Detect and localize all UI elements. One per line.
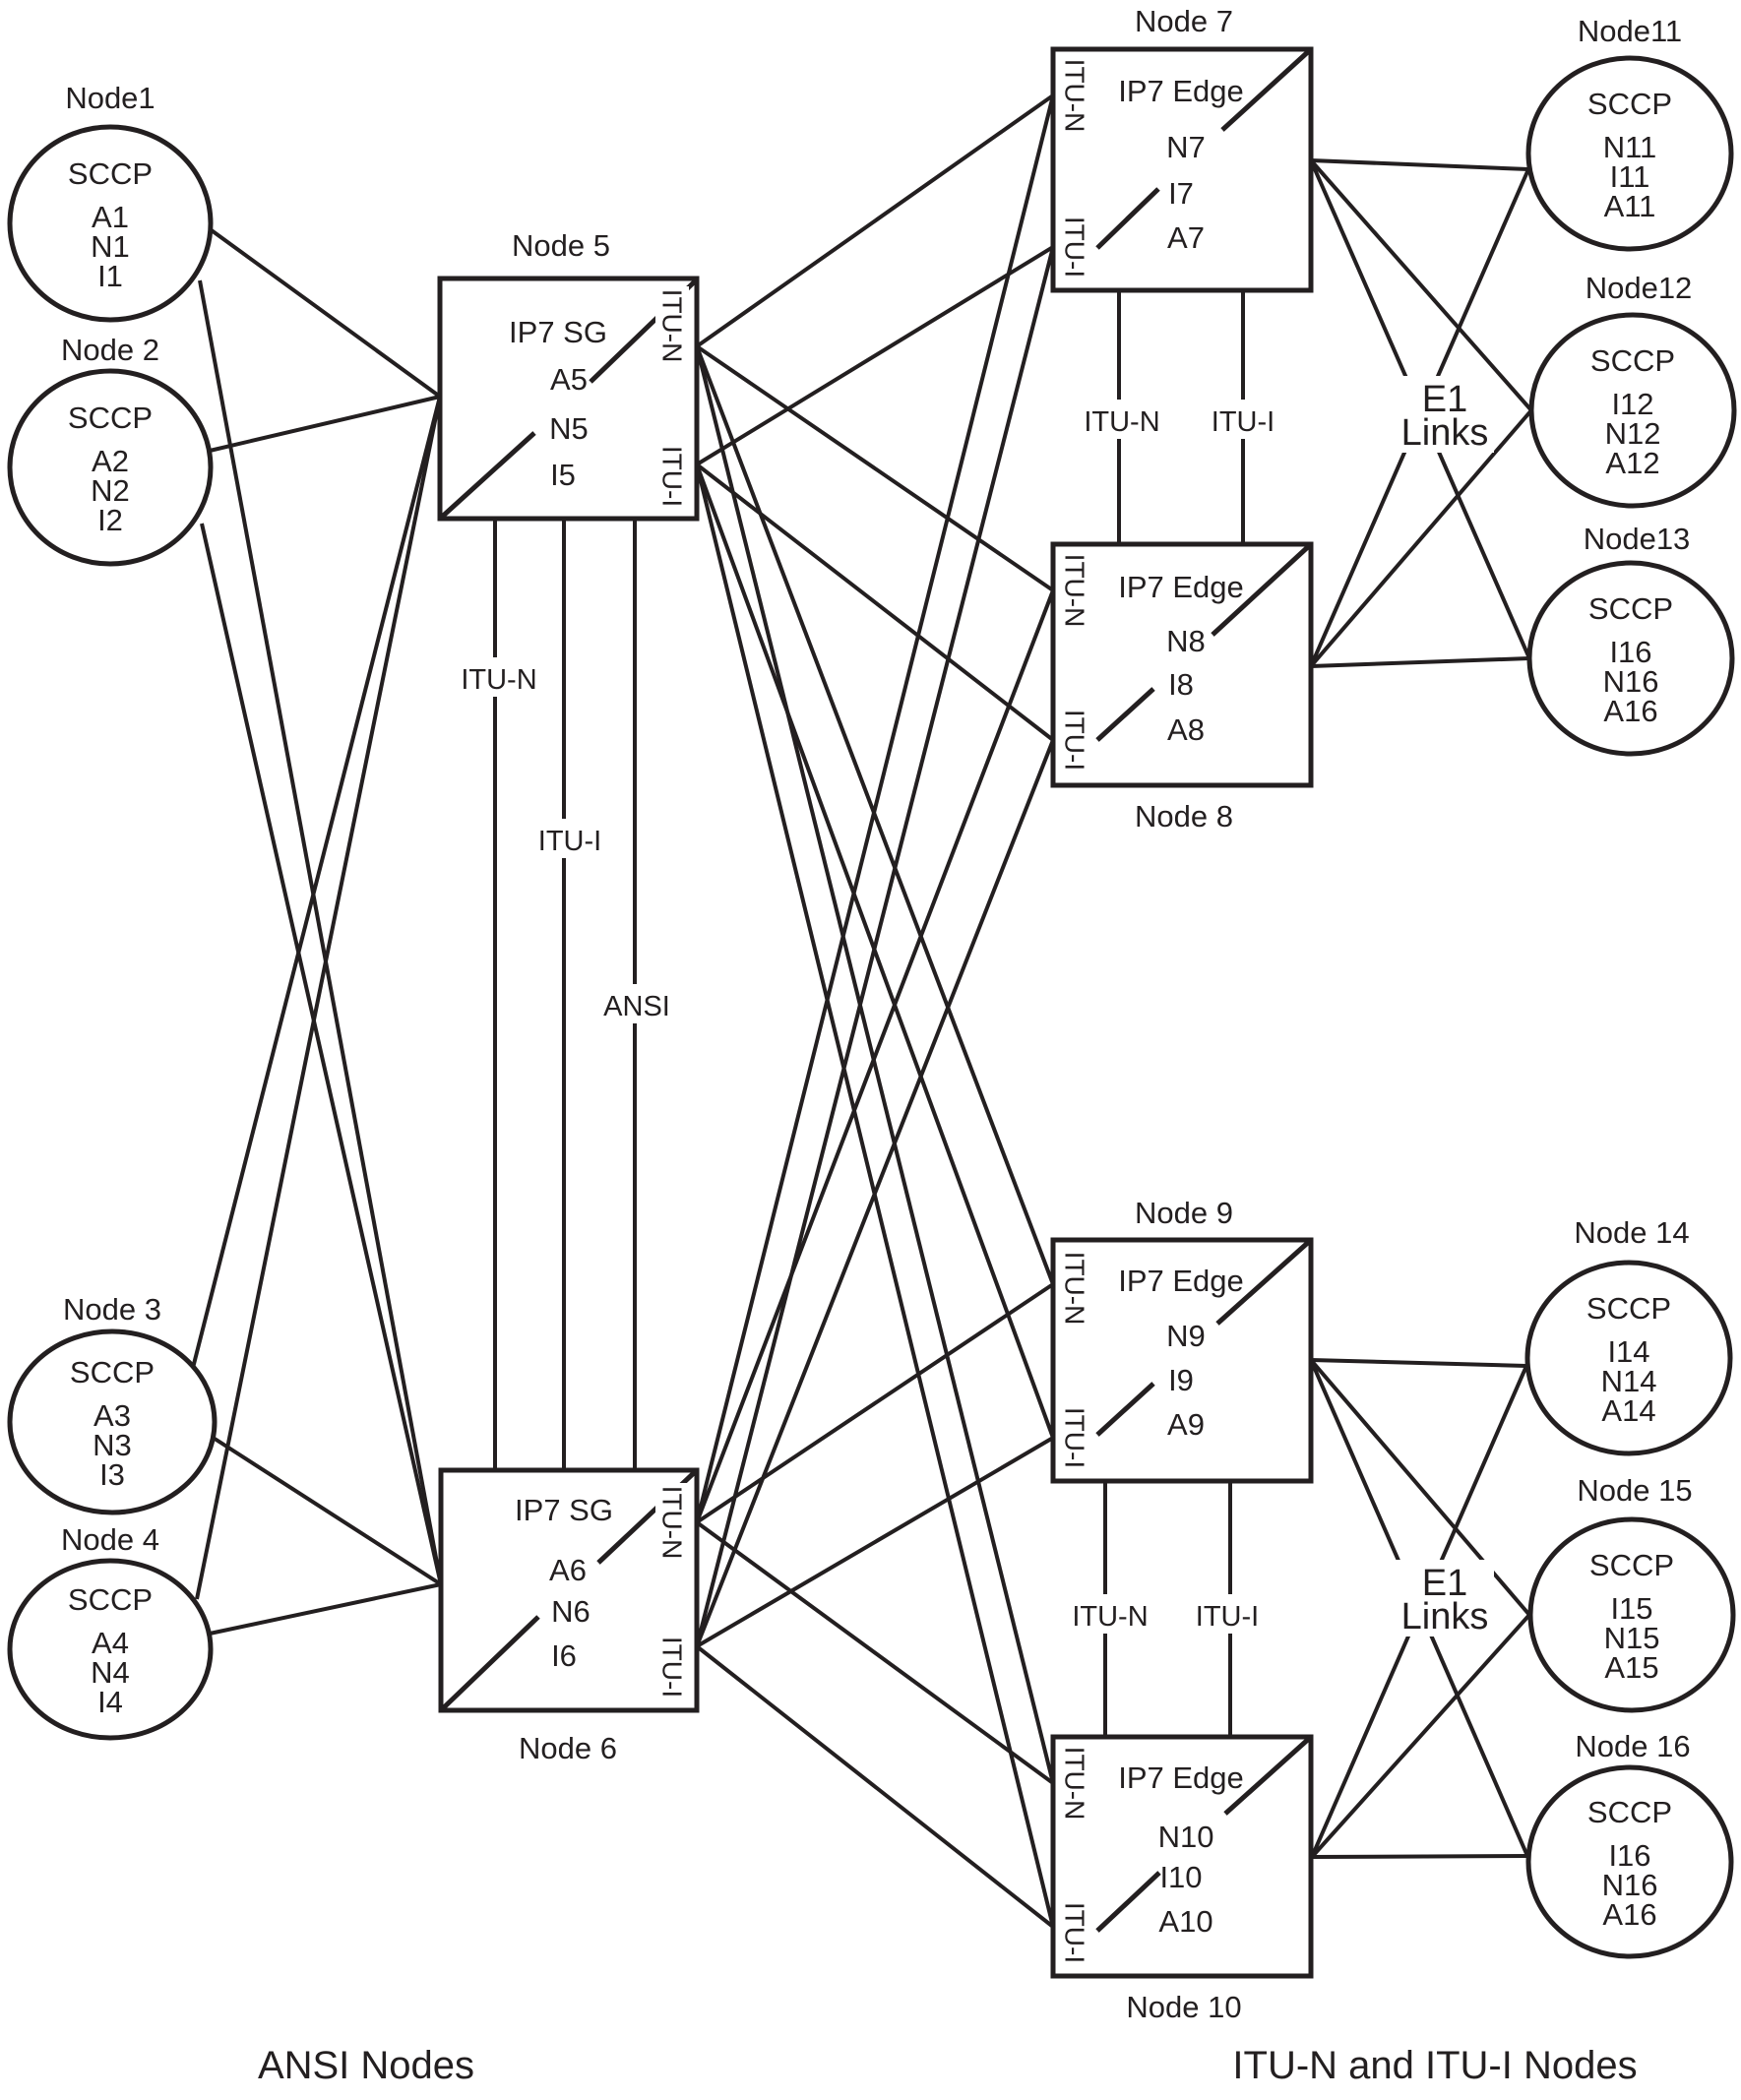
node15-v1: I15 — [1610, 1591, 1653, 1626]
node15-title: Node 15 — [1577, 1473, 1693, 1508]
node8-port-itun: ITU-N — [1059, 553, 1090, 628]
node15-v3: A15 — [1604, 1650, 1659, 1685]
link-node5i-node8i — [697, 464, 1053, 740]
link-node4-node6 — [210, 1584, 441, 1634]
link-node6n-node8n — [697, 590, 1053, 1522]
node8-label: IP7 Edge — [1118, 570, 1244, 604]
node16-v2: N16 — [1601, 1868, 1658, 1902]
node5 — [440, 228, 697, 519]
node5-port-itun: ITU-N — [656, 288, 688, 363]
node9-label: IP7 Edge — [1118, 1264, 1244, 1298]
link-node6i-node9i — [697, 1438, 1053, 1646]
node12-title: Node12 — [1585, 271, 1693, 305]
sg-link2-label: ITU-I — [537, 826, 602, 857]
node9-title: Node 9 — [1135, 1196, 1233, 1230]
node2-v2: N2 — [91, 473, 130, 508]
node13-v2: N16 — [1602, 664, 1659, 699]
sg-link1-label: ITU-N — [461, 664, 537, 696]
node11-v1: N11 — [1602, 130, 1657, 164]
sg-link3-label: ANSI — [603, 991, 670, 1022]
node6-label: IP7 SG — [515, 1493, 613, 1527]
node12 — [1531, 271, 1734, 506]
node2 — [10, 333, 211, 564]
node14-v3: A14 — [1601, 1393, 1656, 1428]
node2-v1: A2 — [92, 444, 129, 478]
node6-v3: I6 — [551, 1638, 577, 1673]
link-node6n-node9n — [697, 1284, 1053, 1522]
node8-port-itui: ITU-I — [1059, 709, 1090, 772]
link-node10-node16 — [1312, 1856, 1527, 1857]
e1-bottom-line1: E1 — [1421, 1563, 1468, 1604]
node3 — [10, 1292, 215, 1513]
node4-v2: N4 — [91, 1655, 130, 1690]
node13-v3: A16 — [1603, 694, 1658, 728]
node10 — [1053, 1737, 1311, 2024]
link-node6i-node8i — [697, 740, 1053, 1646]
node1-v2: N1 — [91, 229, 130, 264]
node7 — [1053, 4, 1311, 290]
node4 — [10, 1522, 211, 1738]
node10-port-itui: ITU-I — [1059, 1901, 1090, 1964]
node11-title: Node11 — [1577, 14, 1683, 48]
node2-v3: I2 — [97, 503, 123, 537]
node8 — [1053, 544, 1311, 834]
node7-v2: I7 — [1168, 176, 1194, 211]
node14-v2: N14 — [1600, 1364, 1657, 1398]
edge78-link1-label: ITU-N — [1084, 406, 1160, 438]
node12-v2: N12 — [1604, 416, 1661, 451]
node12-proto: SCCP — [1589, 343, 1676, 378]
link-node6i-node10i — [697, 1646, 1053, 1927]
node14 — [1527, 1215, 1730, 1453]
node6-title: Node 6 — [519, 1731, 617, 1765]
node11-proto: SCCP — [1586, 87, 1673, 121]
node10-v1: N10 — [1157, 1820, 1214, 1854]
link-node5n-node10n — [697, 346, 1053, 1783]
node16 — [1528, 1729, 1731, 1956]
node5-label: IP7 SG — [509, 315, 607, 349]
node11 — [1528, 14, 1731, 249]
node13-proto: SCCP — [1587, 591, 1674, 626]
link-node1-node6 — [200, 280, 441, 1584]
node11-v2: I11 — [1609, 159, 1650, 194]
node8-title: Node 8 — [1135, 799, 1233, 834]
node14-title: Node 14 — [1574, 1215, 1690, 1250]
node4-title: Node 4 — [61, 1522, 159, 1557]
node5-v1: A5 — [550, 362, 588, 397]
node7-port-itun: ITU-N — [1059, 58, 1090, 133]
node13-v1: I16 — [1609, 635, 1652, 669]
node1-v1: A1 — [92, 200, 129, 234]
edge78-link2-label: ITU-I — [1211, 406, 1275, 438]
node1-v3: I1 — [97, 259, 123, 293]
node8-v1: N8 — [1166, 624, 1206, 658]
node9-v3: A9 — [1167, 1407, 1205, 1442]
node12-v3: A12 — [1605, 446, 1660, 480]
e1-top-line2: Links — [1400, 412, 1489, 454]
link-node7-node12 — [1311, 160, 1531, 410]
node10-v3: A10 — [1158, 1904, 1213, 1939]
node14-proto: SCCP — [1586, 1291, 1672, 1326]
node10-label: IP7 Edge — [1118, 1760, 1244, 1795]
node3-proto: SCCP — [69, 1355, 155, 1390]
node13-title: Node13 — [1583, 522, 1691, 556]
link-node2-node5 — [210, 397, 440, 451]
node9-v1: N9 — [1166, 1319, 1206, 1353]
link-node1-node5 — [209, 228, 440, 397]
node9-v2: I9 — [1168, 1363, 1194, 1397]
node10-title: Node 10 — [1126, 1990, 1242, 2024]
node4-v3: I4 — [97, 1685, 123, 1719]
edge910-link2-label: ITU-I — [1195, 1601, 1260, 1633]
link-node3-node5 — [193, 397, 440, 1368]
node8-v3: A8 — [1167, 712, 1205, 747]
caption-itu-nodes: ITU-N and ITU-I Nodes — [1232, 2044, 1638, 2087]
link-node2-node6 — [202, 524, 441, 1584]
node10-port-itun: ITU-N — [1059, 1746, 1090, 1821]
node3-title: Node 3 — [63, 1292, 161, 1327]
node15 — [1530, 1473, 1733, 1710]
link-node8-node13 — [1311, 658, 1529, 666]
node1-title: Node1 — [65, 81, 155, 115]
node6-port-itui: ITU-I — [656, 1636, 688, 1699]
node1 — [10, 81, 211, 320]
node15-proto: SCCP — [1588, 1548, 1675, 1582]
node6-v1: A6 — [549, 1553, 587, 1587]
node6-v2: N6 — [551, 1594, 591, 1629]
e1-bottom-line2: Links — [1400, 1596, 1489, 1637]
node10-v2: I10 — [1159, 1860, 1203, 1894]
node11-v3: A11 — [1603, 189, 1656, 223]
node16-v1: I16 — [1608, 1838, 1651, 1873]
link-node10-node15 — [1312, 1615, 1529, 1857]
node2-proto: SCCP — [67, 401, 154, 435]
node14-v1: I14 — [1607, 1334, 1650, 1369]
node8-v2: I8 — [1168, 667, 1194, 702]
node7-label: IP7 Edge — [1118, 74, 1244, 108]
node3-v3: I3 — [99, 1457, 125, 1492]
link-node3-node6 — [212, 1437, 441, 1584]
node5-title: Node 5 — [512, 228, 610, 263]
connections — [193, 95, 1531, 1927]
node3-v2: N3 — [93, 1428, 132, 1462]
edge910-link1-label: ITU-N — [1072, 1601, 1149, 1633]
node7-v3: A7 — [1167, 220, 1205, 255]
node5-v3: I5 — [550, 458, 576, 492]
node15-v2: N15 — [1603, 1621, 1660, 1655]
node7-title: Node 7 — [1135, 4, 1233, 38]
link-node6i-node7i — [697, 247, 1053, 1646]
node1-proto: SCCP — [67, 156, 154, 191]
node6-port-itun: ITU-N — [656, 1485, 688, 1560]
link-node5i-node7i — [697, 247, 1053, 464]
node13 — [1529, 522, 1732, 754]
node16-title: Node 16 — [1575, 1729, 1691, 1763]
node5-port-itui: ITU-I — [656, 445, 688, 508]
node9-port-itun: ITU-N — [1059, 1251, 1090, 1326]
node16-v3: A16 — [1602, 1897, 1657, 1932]
link-node9-node14 — [1311, 1360, 1526, 1366]
node7-v1: N7 — [1166, 130, 1206, 164]
node12-v1: I12 — [1611, 387, 1654, 421]
node7-port-itui: ITU-I — [1059, 216, 1090, 278]
node9 — [1053, 1196, 1311, 1481]
node4-proto: SCCP — [67, 1582, 154, 1617]
node9-port-itui: ITU-I — [1059, 1406, 1090, 1469]
link-node7-node11 — [1311, 160, 1528, 169]
node2-title: Node 2 — [61, 333, 159, 367]
node3-v1: A3 — [93, 1398, 131, 1433]
caption-ansi-nodes: ANSI Nodes — [257, 2044, 475, 2087]
node4-v1: A4 — [92, 1626, 129, 1660]
e1-top-line1: E1 — [1421, 379, 1468, 420]
node6 — [441, 1470, 697, 1765]
node5-v2: N5 — [549, 411, 589, 446]
node16-proto: SCCP — [1586, 1795, 1673, 1829]
